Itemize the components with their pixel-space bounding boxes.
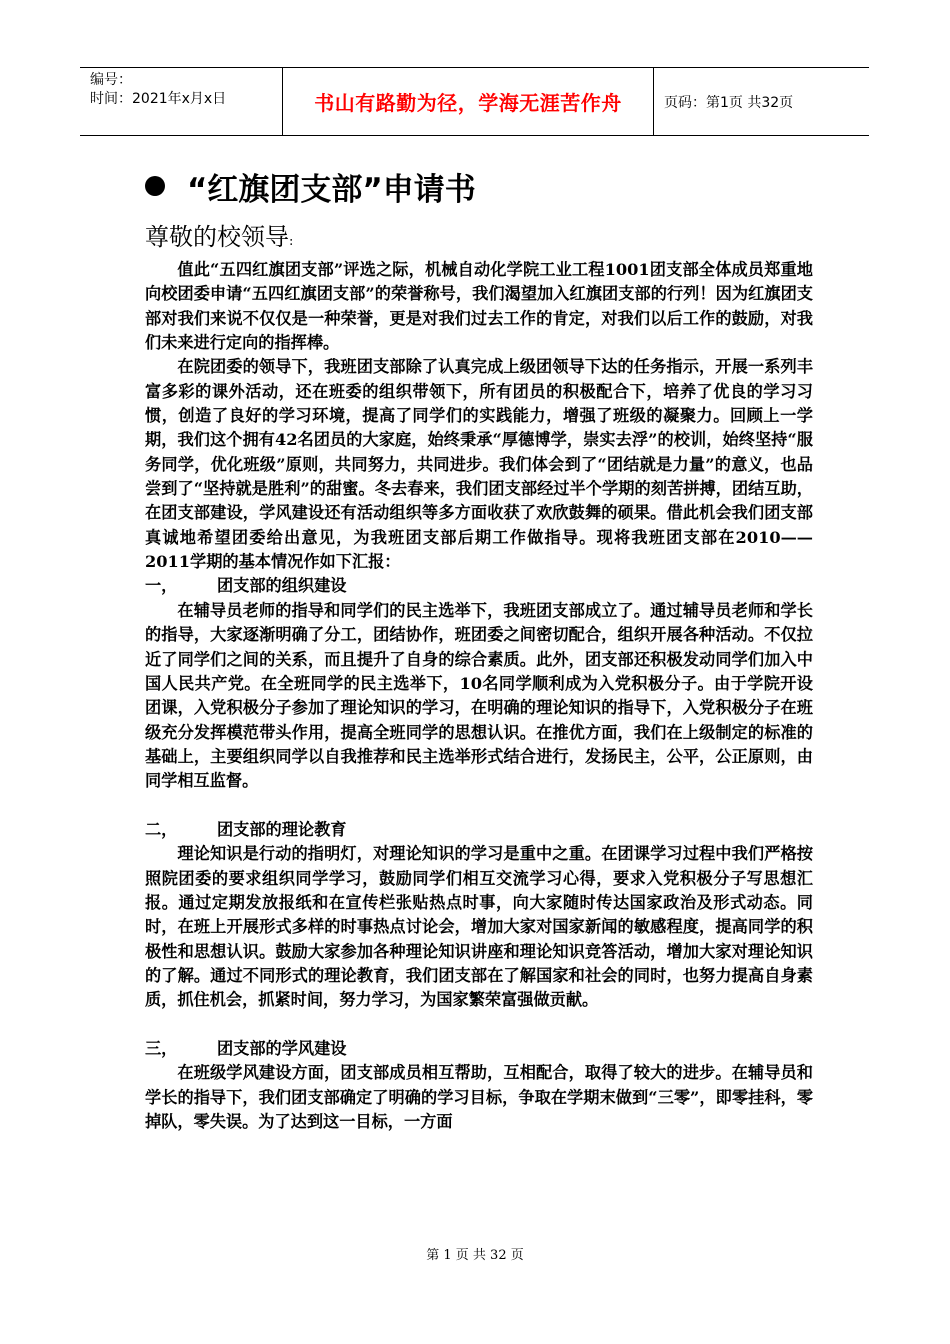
salutation	[145, 217, 293, 252]
document-number-label: 编号：	[90, 72, 132, 88]
section-title: 团支部的组织建设	[217, 576, 347, 596]
section-paragraph: 在辅导员老师的指导和同学们的民主选举下，我班团支部成立了。通过辅导员老师和学长的指导，大家逐渐明确了分工，团结协作，班团委之间密切配合，组织开展各种活动。不仅拉近了同学们之间的关系，而且提升了自身的综合素质。此外，团支部还积极发动同学们加入中国人民共产党。在全班同学的民主选举下，10名同学顺利成为入党积极分子。由于学院开设团课，入党积极分子参加了理论知识的学习，在明确的理论知识的指导下，入党积极分子在班级充分发挥模范带头作用，提高全班同学的思想认识。在推优方面，我们在上级制定的标准的基础上，主要组织同学以自我推荐和民主选举形式结合进行，发扬民主，公平，公正原则，由同学相互监督。	[145, 600, 813, 791]
section-heading	[145, 1037, 813, 1061]
document-title-text: “红旗团支部”申请书	[187, 171, 476, 208]
bullet-icon	[145, 176, 165, 196]
page-header	[80, 67, 869, 136]
salutation-colon: :	[289, 234, 294, 249]
section-number: 三，	[145, 1039, 178, 1058]
section-paragraph: 在班级学风建设方面，团支部成员相互帮助，互相配合，取得了较大的进步。在辅导员和学长的指导下，我们团支部确定了明确的学习目标，争取在学期末做到“三零”，即零挂科，零掉队，零失误。为了达到这一目标，一方面	[145, 1063, 813, 1132]
page-footer: 第 1 页 共 32 页	[426, 1248, 524, 1263]
section-title: 团支部的理论教育	[217, 819, 347, 839]
header-meta	[80, 68, 282, 135]
header-motto: 书山有路勤为径，学海无涯苦作舟	[314, 91, 622, 115]
header-motto-cell	[282, 68, 654, 135]
salutation-text: 尊敬的校领导	[145, 223, 289, 251]
paragraph-spacer	[145, 794, 813, 818]
summary-paragraph: 在院团委的领导下，我班团支部除了认真完成上级团领导下达的任务指示，开展一系列丰富多彩的课外活动，还在班委的组织带领下，所有团员的积极配合下，培养了优良的学习习惯，创造了良好的学习环境，提高了同学们的实践能力，增强了班级的凝聚力。回顾上一学期，我们这个拥有42名团员的大家庭，始终秉承“厚德博学，崇实去浮”的校训，始终坚持“服务同学，优化班级”原则，共同努力，共同进步。我们体会到了“团结就是力量”的意义，也品尝到了“坚持就是胜利”的甜蜜。冬去春来，我们团支部经过半个学期的刻苦拼搏，团结互助，在团支部建设，学风建设还有活动组织等多方面收获了欢欣鼓舞的硕果。借此机会我们团支部真诚地希望团委给出意见，为我班团支部后期工作做指导。现将我班团支部在2010——2011学期的基本情况作如下汇报：	[145, 357, 813, 572]
section-heading	[145, 818, 813, 842]
intro-paragraph: 值此“五四红旗团支部”评选之际，机械自动化学院工业工程1001团支部全体成员郑重地向校团委申请“五四红旗团支部”的荣誉称号，我们渴望加入红旗团支部的行列！因为红旗团支部对我们来说不仅仅是一种荣誉，更是对我们过去工作的肯定，对我们以后工作的鼓励，对我们未来进行定向的指挥棒。	[145, 260, 813, 353]
section-number: 一，	[145, 576, 178, 596]
section-heading	[145, 574, 813, 598]
document-title	[145, 161, 476, 211]
letter-body	[145, 258, 813, 1134]
document-time-label: 时间：2021年x月x日	[90, 91, 227, 107]
header-page-number: 页码：第1页 共32页	[664, 94, 794, 111]
section-title: 团支部的学风建设	[217, 1039, 347, 1058]
section-number: 二，	[145, 819, 178, 839]
header-page-cell	[654, 68, 869, 135]
paragraph-spacer	[145, 1013, 813, 1037]
section-paragraph: 理论知识是行动的指明灯，对理论知识的学习是重中之重。在团课学习过程中我们严格按照院团委的要求组织同学学习，鼓励同学们相互交流学习心得，要求入党积极分子写思想汇报。通过定期发放报纸和在宣传栏张贴热点时事，向大家随时传达国家政治及形式动态。同时，在班上开展形式多样的时事热点讨论会，增加大家对国家新闻的敏感程度，提高同学的积极性和思想认识。鼓励大家参加各种理论知识讲座和理论知识竞答活动，增加大家对理论知识的了解。通过不同形式的理论教育，我们团支部在了解国家和社会的同时，也努力提高自身素质，抓住机会，抓紧时间，努力学习，为国家繁荣富强做贡献。	[145, 844, 813, 1010]
